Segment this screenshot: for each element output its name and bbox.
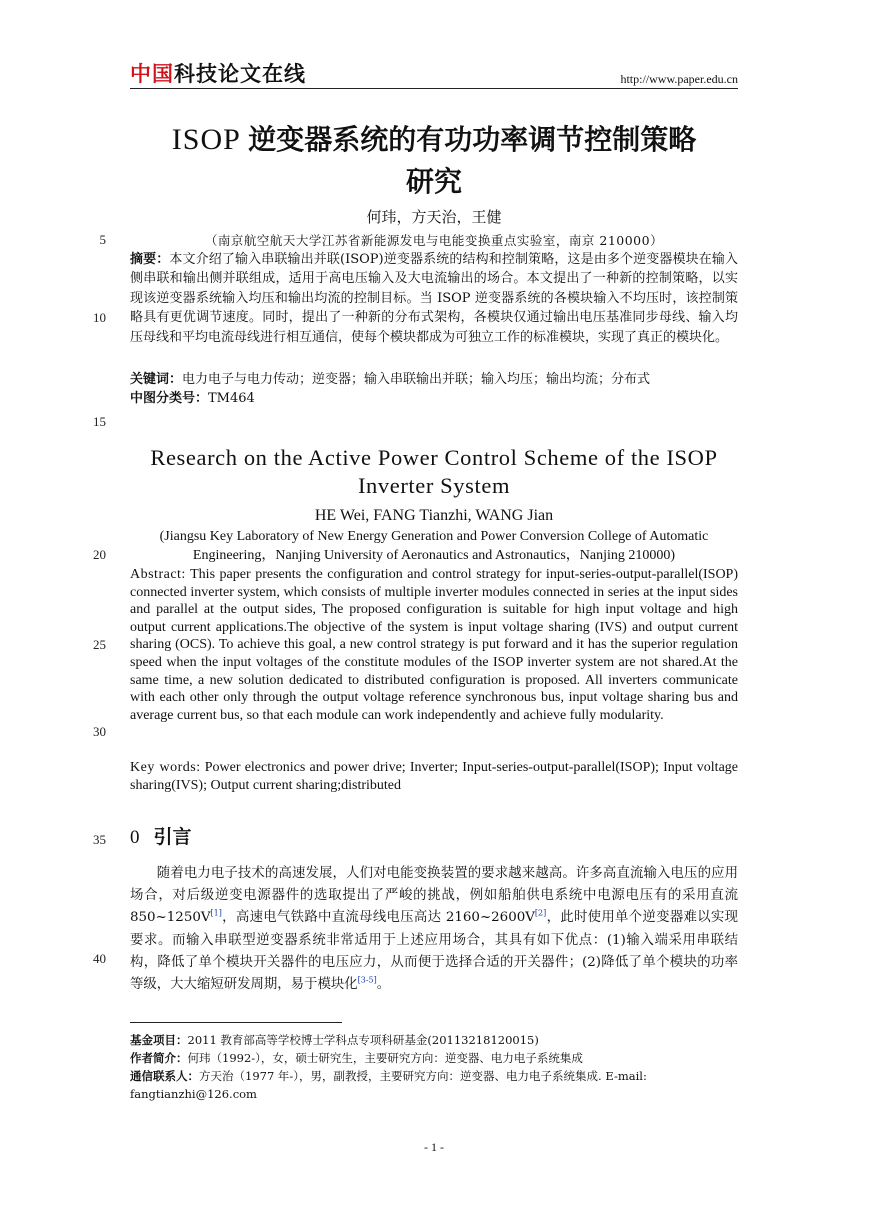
footnote-fund — [130, 1031, 738, 1049]
keywords-cn-label: 关键词： — [130, 372, 183, 387]
section-title: 引言 — [153, 826, 192, 848]
section-heading — [130, 824, 192, 851]
classification-cn-label: 中图分类号： — [130, 391, 209, 406]
keywords-en-label: Key words: — [130, 760, 201, 775]
affiliation-en — [130, 527, 738, 565]
citation-ref-3[interactable]: [3-5] — [357, 975, 377, 985]
footnote-author-label: 作者简介： — [130, 1051, 188, 1065]
intro-text-2: ，高速电气铁路中直流母线电压高达 2160~2600V — [221, 910, 535, 926]
footnote-contact-text: 方天治（1977 年-），男，副教授，主要研究方向：逆变器、电力电子系统集成. E-mail: fangtianzhi@126.com — [130, 1069, 647, 1101]
line-number-25: 25 — [93, 637, 106, 652]
authors-en: HE Wei, FANG Tianzhi, WANG Jian — [314, 507, 554, 524]
logo-text-red: 中国 — [130, 62, 174, 86]
journal-logo — [130, 58, 306, 88]
logo-text-dark: 科技论文在线 — [174, 62, 306, 86]
keywords-en — [130, 759, 738, 794]
footnotes — [130, 1031, 738, 1103]
line-number-30: 30 — [93, 724, 106, 739]
title-line-2: 研究 — [405, 165, 462, 198]
paper-title-cn — [130, 119, 738, 203]
intro-text-1: 随着电力电子技术的高速发展，人们对电能变换装置的要求越来越高。许多高直流输入电压的应用场合，对后级逆变电源器件的选取提出了严峻的挑战，例如船舶供电系统中电源电压有的采用直流 850~1250V — [130, 866, 738, 926]
affiliation-cn: （南京航空航天大学江苏省新能源发电与电能变换重点实验室，南京 210000） — [204, 233, 664, 248]
footnote-author — [130, 1049, 738, 1067]
keywords-cn — [130, 370, 738, 389]
intro-paragraph — [130, 863, 738, 996]
footnote-contact-label: 通信联系人： — [130, 1069, 199, 1083]
keywords-cn-text: 电力电子与电力传动；逆变器；输入串联输出并联；输入均压；输出均流；分布式 — [182, 372, 651, 387]
authors-cn: 何玮，方天治，王健 — [366, 208, 502, 226]
title-en-line-2: Inverter System — [357, 473, 511, 498]
abstract-en-text: This paper presents the configuration and control strategy for input-series-output-parallel(ISOP) connected inverter system, which consists of multiple inverter modules connected in series at the input sides and parallel at the output sides, The proposed configuration is suitable for high input voltage and high output current applications.The objective of the system is input voltage sharing (IVS) and output current sharing (OCS). To achieve this goal, a new control strategy is put forward and it has the superior regulation speed when the input voltages of the constitute modules of the ISOP inverter system are not shared.At the same time, a new solution dedicated to distributed configuration is proposed. All inverters communicate with each other only through the output voltage reference synchronous bus, input voltage sharing bus and average current bus, so that each module can work independently and achieve fully modularity. — [130, 567, 738, 723]
header-url[interactable]: http://www.paper.edu.cn — [620, 72, 738, 86]
line-number-15: 15 — [93, 414, 106, 429]
affiliation-en-line-1: (Jiangsu Key Laboratory of New Energy Generation and Power Conversion College of Automatic — [159, 529, 709, 544]
footnote-divider — [130, 1022, 342, 1023]
title-latin-part: ISOP — [171, 123, 249, 156]
page-number: - 1 - — [424, 1140, 444, 1154]
abstract-en-label: Abstract: — [130, 567, 186, 582]
classification-cn-text: TM464 — [208, 391, 255, 406]
citation-ref-1[interactable]: [1] — [210, 908, 222, 918]
line-number-10: 10 — [93, 310, 106, 325]
abstract-cn-text: 本文介绍了输入串联输出并联(ISOP)逆变器系统的结构和控制策略，这是由多个逆变器模块在输入侧串联和输出侧并联组成，适用于高电压输入及大电流输出的场合。本文提出了一种新的控制策略，以实现该逆变器系统输入均压和输出均流的控制目标。当 ISOP 逆变器系统的各模块输入不均压时，该控制策略具有更优调节速度。同时，提出了一种新的分布式架构，各模块仅通过输出电压基准同步母线、输入均压母线和平均电流母线进行相互通信，使每个模块都成为可独立工作的标准模块，实现了真正的模块化。 — [130, 252, 738, 345]
intro-text-4: 。 — [376, 977, 391, 993]
title-line-1: 逆变器系统的有功功率调节控制策略 — [248, 123, 697, 156]
abstract-cn — [130, 250, 738, 347]
citation-ref-2[interactable]: [2] — [534, 908, 547, 918]
footnote-fund-text: 2011 教育部高等学校博士学科点专项科研基金(20113218120015) — [187, 1033, 539, 1047]
classification-cn — [130, 389, 738, 408]
paper-title-en — [130, 444, 738, 500]
title-en-line-1: Research on the Active Power Control Scheme of the ISOP — [150, 445, 718, 470]
line-number-40: 40 — [93, 951, 106, 966]
line-number-5: 5 — [99, 232, 106, 247]
abstract-en — [130, 566, 738, 724]
line-number-20: 20 — [93, 547, 106, 562]
footnote-contact — [130, 1067, 738, 1103]
abstract-cn-label: 摘要： — [130, 252, 170, 267]
section-number: 0 — [130, 827, 140, 848]
footnote-author-text: 何玮（1992-），女，硕士研究生，主要研究方向：逆变器、电力电子系统集成 — [187, 1051, 583, 1065]
intro-text-3: ，此时使用单个逆变器难以实现要求。而输入串联型逆变器系统非常适用于上述应用场合，其具有如下优点：(1)输入端采用串联结构，降低了单个模块开关器件的电压应力，从而便于选择合适的开关器件；(2)降低了单个模块的功率等级，大大缩短研发周期，易于模块化 — [130, 910, 738, 993]
footnote-fund-label: 基金项目： — [130, 1033, 188, 1047]
affiliation-en-line-2: Engineering，Nanjing University of Aeronautics and Astronautics，Nanjing 210000) — [192, 548, 676, 563]
line-number-35: 35 — [93, 832, 106, 847]
header-divider — [130, 88, 738, 89]
keywords-en-text: Power electronics and power drive; Inverter; Input-series-output-parallel(ISOP); Input voltage sharing(IVS); Output current sharing;distributed — [130, 760, 738, 793]
